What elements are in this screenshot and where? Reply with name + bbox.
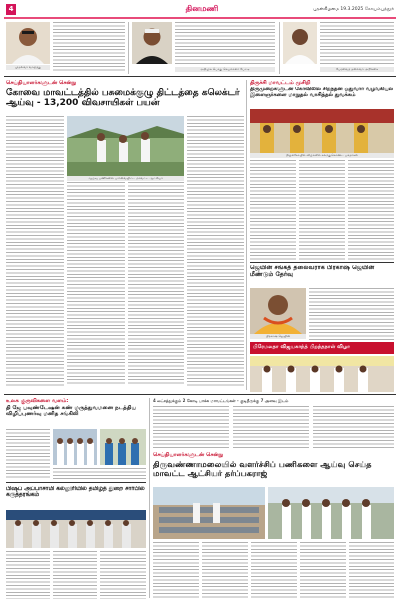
tiruvannamalai-intro-col-3 (313, 406, 394, 450)
section-rule (4, 394, 396, 395)
divider (128, 22, 129, 74)
vijayakanth-photo (250, 356, 394, 392)
tiruvannamalai-headline: திருவண்ணாமலையில் வளர்ச்சிப் பணிகளை ஆய்வு செய்த மாவட்ட ஆட்சியர் தர்ப்பகராஜ் (153, 460, 372, 479)
temple-caption: திருக்கோயில் விழாவில் கலந்துகொண்ட பக்தர்கள் (250, 153, 394, 158)
page-number: 4 (6, 4, 16, 15)
ullagam-photo-left (53, 429, 97, 465)
ullagam-dateline: உலக குருவிகளை வளம்: (6, 398, 69, 404)
portrait-right-photo (283, 22, 317, 64)
top-middle-caption: அதிமுக பொது செயலாளர் பேட்டி (175, 67, 275, 72)
section-rule (6, 482, 146, 483)
tiruvannamalai-photo-left (153, 487, 265, 539)
jain-caption: பிரகாஷ் ஜெயின் (250, 334, 306, 339)
temple-col-3 (348, 160, 394, 260)
college-photo (6, 510, 146, 548)
college-col-2 (53, 551, 97, 599)
kovai-caption: ஆய்வு பணிகளை பார்வையிட்ட மாவட்ட ஆட்சியர் (67, 176, 184, 181)
divider (279, 22, 280, 74)
jain-headline: ஜெயின் சங்கத் தலைவராக பிரகாஷ் ஜெயின் மீண்டும் தேர்வு (250, 265, 375, 278)
divider (246, 80, 247, 390)
top-right-text (320, 22, 394, 66)
ullagam-col-2 (53, 468, 146, 480)
section-rule (250, 262, 394, 263)
top-left-text (53, 22, 125, 72)
ullagam-col-1 (6, 429, 50, 479)
date-line: புதன்கிழமை 19.3.2025 கோயம்புத்தூர் (313, 7, 394, 12)
college-headline: பிஷப் அப்பாசாமி கல்லூரியில் தமிழ்த் துறை சார்பில் கருத்தரங்கம் (6, 486, 145, 499)
temple-headline: திருமுறைகளுடன் கோவிலில் சிறந்தன ஓதுவார் வழங்கியல் இளைஞர்களை மாறுதல் வாசித்தல் துவக்கம் (250, 87, 394, 98)
portrait-left-photo (6, 22, 50, 64)
tiruvannamalai-col-5 (349, 542, 394, 598)
kovai-dateline: செய்தியாளர்களுடன் சென்று (6, 80, 77, 86)
tiruvannamalai-col-1 (153, 542, 199, 598)
kovai-col-4 (187, 116, 244, 386)
kovai-col-1 (6, 116, 64, 386)
tiruvannamalai-small-kicker: 4 லட்சத்துக்கும் 2 கோடி பாக்க மாவட்டங்கள் - குடிநீருக்கு 7 அளவு இடம் (153, 398, 289, 403)
tiruvannamalai-intro-col-2 (233, 406, 309, 450)
college-col-3 (100, 551, 146, 599)
top-right-caption: பேரவைத் தலைவர் அறிக்கை (320, 67, 394, 72)
top-middle-text (175, 22, 275, 66)
divider (149, 398, 150, 598)
masthead-rule (4, 17, 396, 19)
temple-photo (250, 109, 394, 153)
tiruvannamalai-dateline: செய்தியாளர்களுடன் சென்று (153, 452, 224, 458)
top-left-caption: முதல்வர் வாழ்த்து (6, 65, 50, 70)
college-col-1 (6, 551, 50, 599)
temple-dateline: திருச்சி மாவட்டம் முசிறி (250, 80, 311, 86)
ullagam-headline: தி ஜே பவுண்டேஷன் கண் மருத்துவமனை நடத்திய விழிப்புணர்வு மனித சங்கிலி (6, 405, 137, 418)
portrait-middle-photo (132, 22, 172, 64)
tiruvannamalai-col-2 (202, 542, 248, 598)
tiruvannamalai-intro-col-1 (153, 406, 229, 450)
vijayakanth-headline: பிரேமலதா விஜயகாந்த் பிறந்தநாள் விழா (250, 342, 394, 354)
kovai-col-3 (128, 182, 184, 386)
kovai-photo (67, 116, 184, 176)
temple-col-1 (250, 160, 296, 260)
temple-col-2 (299, 160, 345, 260)
section-rule (4, 76, 396, 77)
kovai-col-2 (67, 182, 125, 386)
ullagam-photo-right (100, 429, 146, 465)
tiruvannamalai-col-4 (300, 542, 346, 598)
jain-col-1 (309, 288, 394, 340)
jain-photo (250, 288, 306, 334)
kovai-headline: கோவை மாவட்டத்தில் பசுமைக்குழு திட்டத்தை கலெக்டர் ஆய்வு - 13,200 விவசாயிகள் பயன் (6, 88, 240, 109)
tiruvannamalai-col-3 (251, 542, 297, 598)
tiruvannamalai-photo-right (268, 487, 394, 539)
paper-name: தினமணி (185, 4, 219, 13)
